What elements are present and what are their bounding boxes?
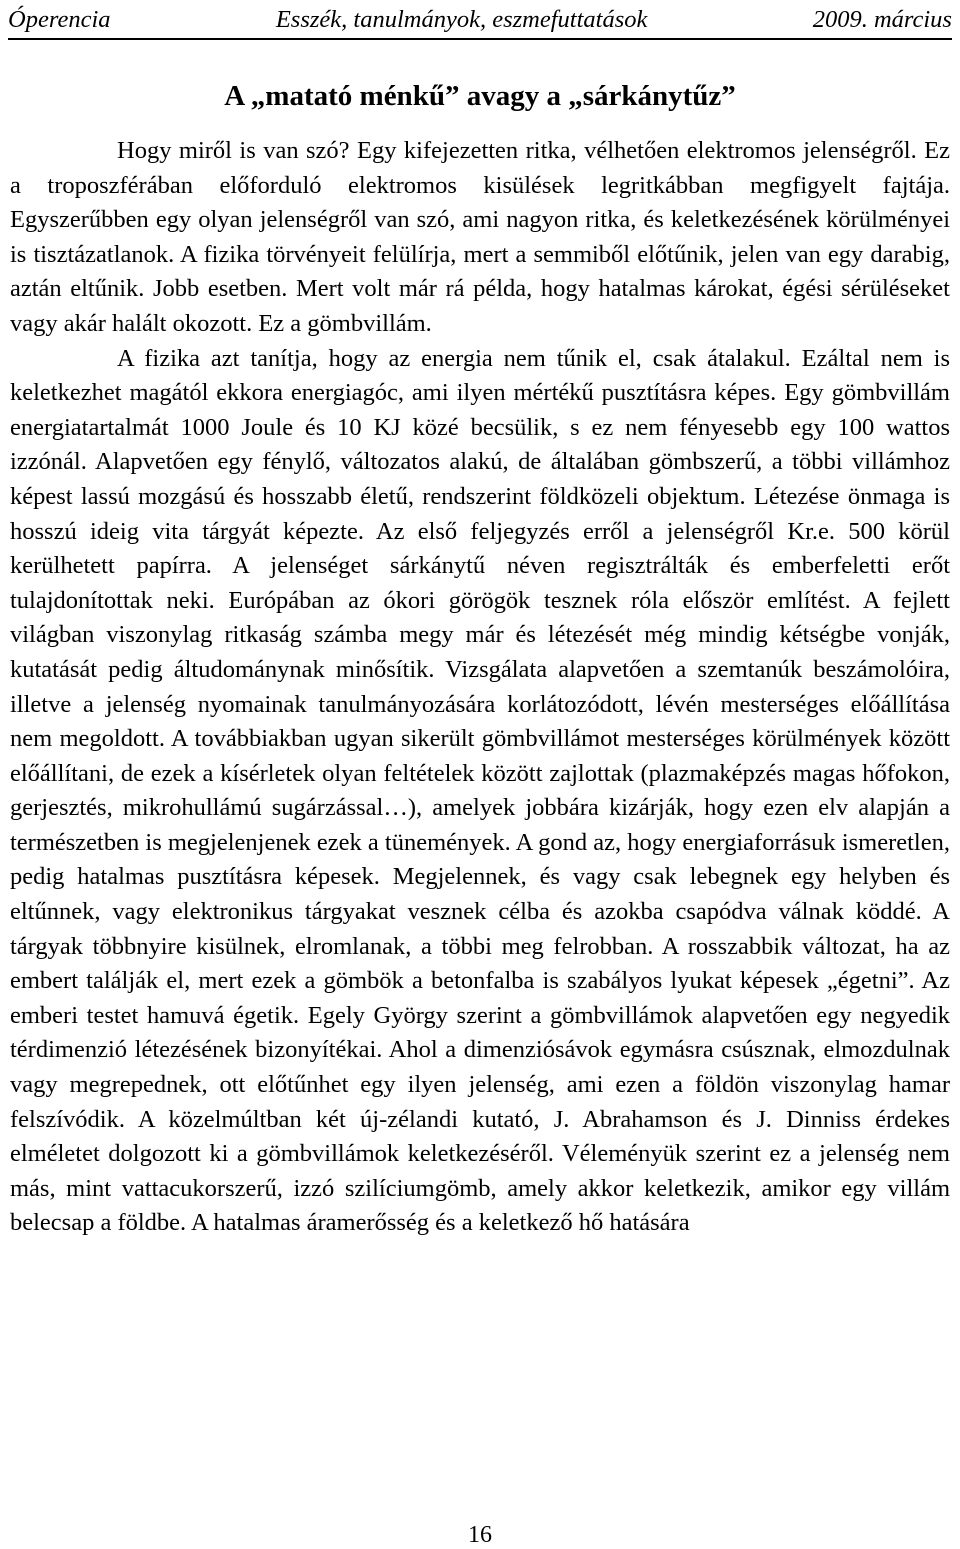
- paragraph-1: Hogy miről is van szó? Egy kifejezetten ritka, vélhetően elektromos jelenségről. Ez a troposzférában előforduló elektromos kisülések legritkábban megfigyelt fajtája. Egyszerűbben egy olyan jelenségről van szó, ami nagyon ritka, és keletkezésének körülményei is tisztázatlanok. A fizika törvényeit felülírja, mert a semmiből előtűnik, jelen van egy darabig, aztán eltűnik. Jobb esetben. Mert volt már rá példa, hogy hatalmas károkat, égési sérüléseket vagy akár halált okozott. Ez a gömbvillám.: [10, 137, 950, 337]
- header-section-name: Esszék, tanulmányok, eszmefuttatások: [275, 6, 648, 33]
- page-number: 16: [468, 1522, 492, 1548]
- article-body: [10, 134, 950, 1241]
- running-header: [8, 6, 952, 40]
- paragraph-2: A fizika azt tanítja, hogy az energia nem tűnik el, csak átalakul. Ezáltal nem is keletkezhet magától ekkora energiagóc, ami ilyen mértékű pusztításra képes. Egy gömbvillám energiatartalmát 1000 Joule és 10 KJ közé becsülik, s ez nem fényesebb egy 100 wattos izzónál. Alapvetően egy fénylő, változatos alakú, de általában gömbszerű, a többi villámhoz képest lassú mozgású és hosszabb életű, rendszerint földközeli objektum. Létezése önmaga is hosszú ideig vita tárgyát képezte. Az első feljegyzés erről a jelenségről Kr.e. 500 körül kerülhetett papírra. A jelenséget sárkánytű néven regisztrálták és emberfeletti erőt tulajdonítottak neki. Európában az ókori görögök tesznek róla először említést. A fejlett világban viszonylag ritkaság számba megy már és létezését még mindig kétségbe vonják, kutatását pedig áltudománynak minősítik. Vizsgálata alapvetően a szemtanúk beszámolóira, illetve a jelenség nyomainak tanulmányozására korlátozódott, lévén mesterséges előállítása nem megoldott. A továbbiakban ugyan sikerült gömbvillámot mesterséges körülmények között előállítani, de ezek a kísérletek olyan feltételek között zajlottak (plazmaképzés magas hőfokon, gerjesztés, mikrohullámú sugárzással…), amelyek jobbára kizárják, hogy ezen elv alapján a természetben is megjelenjenek ezek a tünemények. A gond az, hogy energiaforrásuk ismeretlen, pedig hatalmas pusztításra képesek. Megjelennek, és vagy csak lebegnek egy helyben és eltűnnek, vagy elektronikus tárgyakat vesznek célba és azokba csapódva válnak köddé. A tárgyak többnyire kisülnek, elromlanak, a többi meg felrobban. A rosszabbik változat, ha az embert találják el, mert ezek a gömbök a betonfalba is szabályos lyukat képesek „égetni”. Az emberi testet hamuvá égetik. Egely György szerint a gömbvillámok alapvetően egy negyedik térdimenzió létezésének bizonyítékai. Ahol a dimenziósávok egymásra csúsznak, elmozdulnak vagy megrepednek, ott előtűnhet egy ilyen jelenség, ami ezen a földön viszonylag hamar felszívódik. A közelmúltban két új-zélandi kutató, J. Abrahamson és J. Dinniss érdekes elméletet dolgozott ki a gömbvillámok keletkezéséről. Véleményük szerint ez a jelenség nem más, mint vattacukorszerű, izzó szilíciumgömb, amely akkor keletkezik, amikor egy villám belecsap a földbe. A hatalmas áramerősség és a keletkező hő hatására: [10, 344, 950, 1237]
- header-date: 2009. március: [812, 6, 952, 33]
- header-journal-name: Óperencia: [8, 6, 111, 33]
- article-title: A „matató ménkű” avagy a „sárkánytűz”: [224, 80, 736, 112]
